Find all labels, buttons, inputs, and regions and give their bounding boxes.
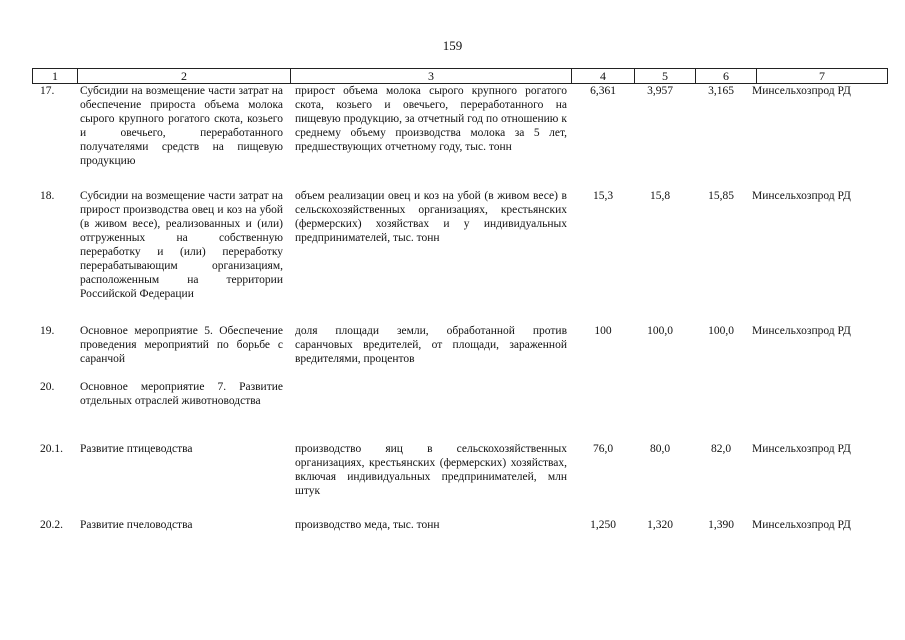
value-col-5: 100,0	[647, 325, 673, 337]
measure-name: Основное мероприятие 5. Обеспечение проведения мероприятий по борьбе с саранчой	[80, 325, 283, 365]
indicator-text: прирост объема молока сырого крупного рогатого скота, козьего и овечьего, переработанного на пищевую продукцию, за отчетный год по отношению к среднему объему производства молока за 5 лет, предшествующих отчетному году, тыс. тонн	[295, 85, 567, 153]
column-header-table	[32, 68, 888, 84]
value-col-4: 6,361	[590, 85, 616, 97]
value-col-4: 15,3	[592, 190, 614, 202]
indicator-text: производство меда, тыс. тонн	[295, 519, 440, 531]
value-col-6: 15,85	[708, 190, 734, 202]
row-number: 18.	[40, 190, 55, 202]
indicator-text: объем реализации овец и коз на убой (в живом весе) в сельскохозяйственных организациях, крестьянских (фермерских) хозяйствах и у индивидуальных предпринимателей, тыс. тонн	[295, 190, 567, 244]
measure-name: Развитие пчеловодства	[80, 519, 193, 531]
responsible-body: Минсельхозпрод РД	[752, 85, 851, 97]
row-number: 17.	[40, 85, 55, 97]
value-col-5: 15,8	[649, 190, 671, 202]
measure-name: Развитие птицеводства	[80, 443, 193, 455]
measure-name: Основное мероприятие 7. Развитие отдельных отраслей животноводства	[80, 381, 283, 407]
column-header-1: 1	[33, 69, 78, 84]
column-header-3: 3	[291, 69, 572, 84]
value-col-6: 100,0	[708, 325, 734, 337]
value-col-5: 1,320	[647, 519, 673, 531]
value-col-5: 3,957	[647, 85, 673, 97]
value-col-6: 82,0	[710, 443, 732, 455]
value-col-4: 1,250	[590, 519, 616, 531]
column-header-row	[33, 69, 888, 84]
value-col-5: 80,0	[649, 443, 671, 455]
column-header-5: 5	[635, 69, 696, 84]
column-header-7: 7	[757, 69, 888, 84]
indicator-text: производство яиц в сельскохозяйственных организациях, крестьянских (фермерских) хозяйствах, включая индивидуальных предпринимателей, млн штук	[295, 443, 567, 497]
page-number: 159	[442, 38, 463, 53]
row-number: 19.	[40, 325, 55, 337]
column-header-2: 2	[78, 69, 291, 84]
responsible-body: Минсельхозпрод РД	[752, 519, 851, 531]
row-number: 20.	[40, 381, 55, 393]
responsible-body: Минсельхозпрод РД	[752, 190, 851, 202]
measure-name: Субсидии на возмещение части затрат на обеспечение прироста объема молока сырого крупного рогатого скота, козьего и овечьего, переработанного получателями средств на пищевую продукцию	[80, 85, 283, 167]
value-col-6: 1,390	[708, 519, 734, 531]
row-number: 20.2.	[40, 519, 63, 531]
indicator-text: доля площади земли, обработанной против саранчовых вредителей, от площади, зараженной вредителями, процентов	[295, 325, 567, 365]
responsible-body: Минсельхозпрод РД	[752, 443, 851, 455]
measure-name: Субсидии на возмещение части затрат на прирост производства овец и коз на убой (в живом весе), реализованных и (или) отгруженных на собственную переработку и (или) переработку перерабатывающим организациям, расположенным на территории Российской Федерации	[80, 190, 283, 300]
value-col-6: 3,165	[708, 85, 734, 97]
row-number: 20.1.	[40, 443, 63, 455]
column-header-6: 6	[696, 69, 757, 84]
responsible-body: Минсельхозпрод РД	[752, 325, 851, 337]
value-col-4: 100	[594, 325, 612, 337]
value-col-4: 76,0	[592, 443, 614, 455]
column-header-4: 4	[572, 69, 635, 84]
